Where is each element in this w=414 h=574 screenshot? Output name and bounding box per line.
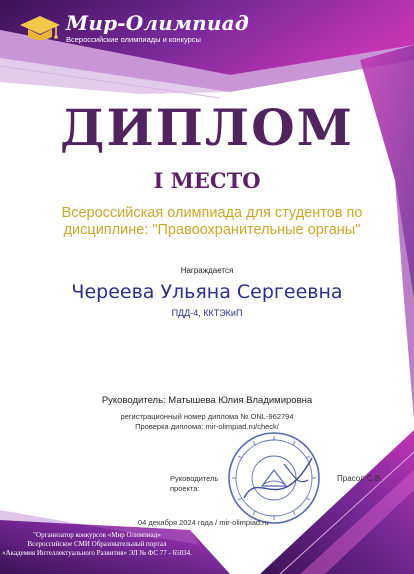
signature-label: Руководитель проекта: [170, 474, 219, 493]
registration-number: регистрационный номер диплома № ONL-962794 [120, 412, 294, 421]
olympiad-line-2: дисциплине: "Правоохранительные органы" [63, 222, 361, 238]
graduation-cap-icon [18, 12, 62, 46]
verification-link: Проверка диплома: mir-olimpiad.ru/check/ [135, 422, 279, 431]
recipient-name: Череева Ульяна Сергеевна [71, 281, 343, 303]
olympiad-line-1: Всероссийская олимпиада для студентов по [61, 205, 363, 221]
issue-date: 04 декабря 2024 года / mir-olimpiad.ru [138, 518, 269, 527]
olympiad-description [52, 205, 372, 239]
awarded-label: Награждается [180, 266, 234, 275]
official-seal [224, 428, 324, 528]
brand-name: Мир-Олимпиад [66, 11, 249, 35]
recipient-group: ПДД-4, ККТЭКиП [171, 308, 243, 318]
brand-tagline: Всероссийские олимпиады и конкурсы [66, 35, 201, 44]
footer-line-3: «Академия Интеллектуального Развития» ЭЛ № ФС 77 - 65034. [2, 549, 192, 557]
footer-line-1: "Организатор конкурсов «Мир Олимпиад» [33, 531, 161, 539]
organizer-footer [2, 531, 192, 558]
brand-logo [18, 12, 249, 46]
footer-line-2: Всероссийское СМИ Образовательный портал [27, 540, 167, 548]
place-award: I МЕСТО [153, 168, 261, 193]
signer-name: Прасол С.В. [337, 474, 383, 483]
diploma-title: ДИПЛОМ [59, 98, 355, 157]
mentor-line: Руководитель: Матышева Юлия Владимировна [101, 395, 313, 406]
